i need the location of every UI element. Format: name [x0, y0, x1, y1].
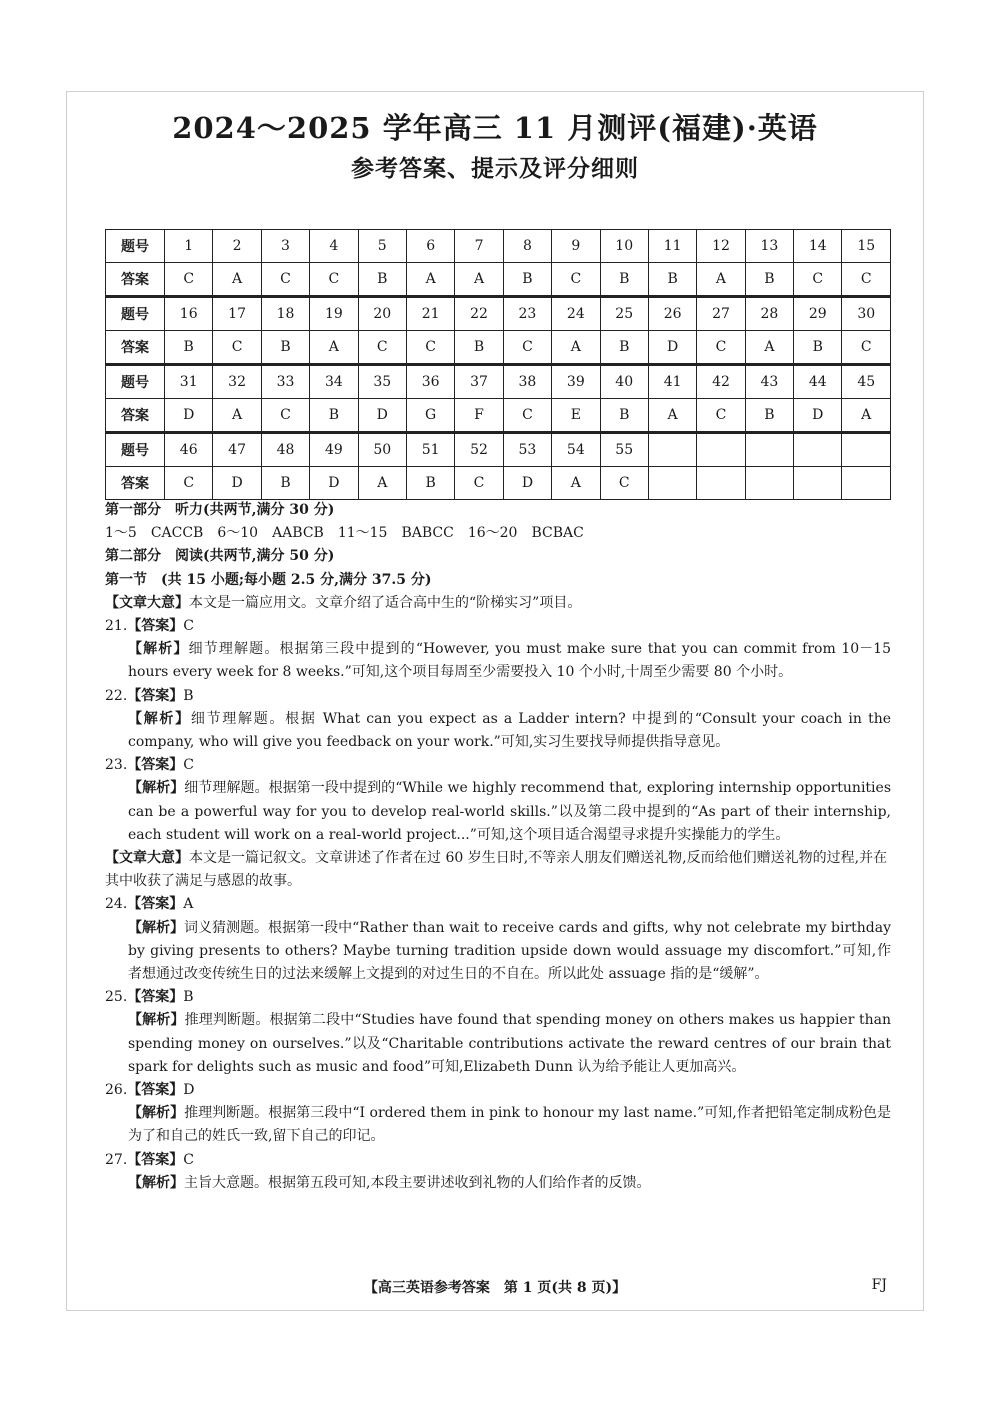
explanation-label: 【解析】 [128, 1174, 184, 1191]
answer-cell: B [794, 331, 842, 365]
page-footer: 【高三英语参考答案 第 1 页(共 8 页)】 [363, 1280, 627, 1296]
q23-explanation [105, 777, 891, 847]
question-number-cell: 35 [358, 365, 406, 399]
question-number: 22. [105, 687, 128, 704]
explanation-text: 主旨大意题。根据第五段可知,本段主要讲述收到礼物的人们给作者的反馈。 [184, 1174, 651, 1191]
passage-a-summary [105, 592, 891, 615]
part1-title: 第一部分 听力(共两节,满分 30 分) [105, 502, 335, 518]
question-number-cell: 37 [455, 365, 503, 399]
question-number-cell: 27 [697, 297, 745, 331]
question-number-cell: 6 [406, 230, 454, 263]
explanation-label: 【解析】 [128, 1105, 185, 1122]
answer-cell: A [552, 467, 600, 500]
explanation-label: 【解析】 [128, 919, 185, 936]
question-number-cell: 48 [261, 433, 309, 467]
answer-value: C [183, 1151, 194, 1168]
question-number-cell: 32 [213, 365, 261, 399]
q24-explanation [105, 917, 891, 987]
row-label-answer: 答案 [106, 263, 165, 297]
question-number-cell: 40 [600, 365, 648, 399]
passage-b-summary [105, 847, 891, 893]
question-number-cell: 33 [261, 365, 309, 399]
answer-cell [842, 467, 891, 500]
answer-cell: B [406, 467, 454, 500]
question-number-cell: 4 [310, 230, 358, 263]
answer-cell: A [406, 263, 454, 297]
answer-cell: A [455, 263, 503, 297]
question-number-cell: 47 [213, 433, 261, 467]
answer-cell: B [745, 399, 793, 433]
question-number: 27. [105, 1151, 128, 1168]
row-label-question: 题号 [106, 433, 165, 467]
answer-cell: C [697, 399, 745, 433]
answer-cell: B [261, 467, 309, 500]
answer-cell: B [261, 331, 309, 365]
q26-explanation [105, 1102, 891, 1148]
answer-cell: A [697, 263, 745, 297]
question-number-cell [745, 433, 793, 467]
question-number-cell [697, 433, 745, 467]
question-number: 23. [105, 757, 128, 774]
explanation-text: 细节理解题。根据第三段中提到的“However, you must make sure that you can commit from 10－15 hours every week for 8 weeks.”可知,这个项目每周至少需要投入 10 个小时,十周至少需要 80 个小时。 [128, 641, 891, 681]
question-number-cell: 46 [165, 433, 213, 467]
explanation-label: 【解析】 [128, 710, 191, 727]
part2-title: 第二部分 阅读(共两节,满分 50 分) [105, 548, 335, 565]
answer-cell: D [213, 467, 261, 500]
question-number: 26. [105, 1082, 128, 1099]
question-number-row [106, 365, 891, 399]
answer-cell: A [310, 331, 358, 365]
question-number: 25. [105, 989, 128, 1006]
question-number-cell: 26 [648, 297, 696, 331]
question-number-row [106, 230, 891, 263]
question-number-cell: 11 [648, 230, 696, 263]
question-number-cell: 50 [358, 433, 406, 467]
question-number-cell: 10 [600, 230, 648, 263]
q27-answer [105, 1149, 891, 1172]
part1-answers: 1～5 CACCB 6～10 AABCB 11～15 BABCC 16～20 BCBAC [105, 525, 584, 542]
question-number-cell: 14 [794, 230, 842, 263]
answer-cell: A [745, 331, 793, 365]
question-number-cell: 52 [455, 433, 503, 467]
question-number-cell: 18 [261, 297, 309, 331]
q25-explanation [105, 1009, 891, 1079]
answer-value: A [183, 896, 194, 913]
page-title: 2024～2025 学年高三 11 月测评(福建)·英语 [172, 111, 818, 145]
q22-answer [105, 685, 891, 708]
answer-cell: C [406, 331, 454, 365]
answer-cell: A [358, 467, 406, 500]
question-number-cell: 15 [842, 230, 891, 263]
answer-cell: B [165, 331, 213, 365]
question-number-cell: 1 [165, 230, 213, 263]
answer-value: B [183, 989, 194, 1006]
answer-cell: E [552, 399, 600, 433]
row-label-answer: 答案 [106, 399, 165, 433]
question-number-cell: 45 [842, 365, 891, 399]
q27-explanation [105, 1172, 891, 1195]
row-label-question: 题号 [106, 297, 165, 331]
answer-label: 【答案】 [127, 687, 184, 704]
row-label-question: 题号 [106, 230, 165, 263]
answer-cell: B [600, 399, 648, 433]
question-number-cell: 42 [697, 365, 745, 399]
answer-cell: A [213, 263, 261, 297]
answer-cell: C [842, 331, 891, 365]
answer-label: 【答案】 [127, 989, 184, 1006]
question-number-cell: 25 [600, 297, 648, 331]
question-number-cell: 21 [406, 297, 454, 331]
answer-cell: C [358, 331, 406, 365]
answer-cell: F [455, 399, 503, 433]
answer-value: B [183, 687, 194, 704]
question-number-row [106, 297, 891, 331]
question-number-cell: 53 [503, 433, 551, 467]
answer-row [106, 263, 891, 297]
question-number-cell: 31 [165, 365, 213, 399]
answer-cell: B [600, 331, 648, 365]
question-number-cell: 9 [552, 230, 600, 263]
answer-cell: C [552, 263, 600, 297]
question-number-cell: 20 [358, 297, 406, 331]
answer-sheet-page [66, 91, 924, 1311]
answer-cell: D [310, 467, 358, 500]
question-number: 21. [105, 618, 128, 635]
question-number-cell: 51 [406, 433, 454, 467]
explanation-label: 【解析】 [128, 641, 189, 658]
q26-answer [105, 1079, 891, 1102]
answer-row [106, 331, 891, 365]
answer-cell: C [794, 263, 842, 297]
answer-cell: C [842, 263, 891, 297]
answer-cell: A [552, 331, 600, 365]
answer-value: D [183, 1082, 195, 1099]
question-number-cell: 13 [745, 230, 793, 263]
answer-cell: C [600, 467, 648, 500]
question-number-row [106, 433, 891, 467]
explanation-text: 推理判断题。根据第三段中“I ordered them in pink to honour my last name.”可知,作者把铅笔定制成粉色是为了和自己的姓氏一致,留下自己的印记。 [128, 1105, 892, 1145]
question-number-cell: 16 [165, 297, 213, 331]
answer-cell: B [503, 263, 551, 297]
question-number-cell: 43 [745, 365, 793, 399]
answer-row [106, 399, 891, 433]
question-number-cell: 49 [310, 433, 358, 467]
answer-cell: C [455, 467, 503, 500]
answer-cell: B [455, 331, 503, 365]
q23-answer [105, 754, 891, 777]
question-number-cell [648, 433, 696, 467]
answer-cell: C [310, 263, 358, 297]
answer-cell [794, 467, 842, 500]
answer-value: C [183, 757, 194, 774]
answer-cell: G [406, 399, 454, 433]
answer-cell: C [213, 331, 261, 365]
answer-cell: C [165, 263, 213, 297]
summary-text: 本文是一篇应用文。文章介绍了适合高中生的“阶梯实习”项目。 [189, 594, 582, 611]
answer-cell [697, 467, 745, 500]
row-label-answer: 答案 [106, 467, 165, 500]
question-number-cell: 30 [842, 297, 891, 331]
question-number-cell: 34 [310, 365, 358, 399]
question-number-cell: 7 [455, 230, 503, 263]
question-number-cell: 23 [503, 297, 551, 331]
answer-cell: D [165, 399, 213, 433]
question-number-cell: 28 [745, 297, 793, 331]
question-number: 24. [105, 896, 128, 913]
answer-cell: C [165, 467, 213, 500]
question-number-cell: 54 [552, 433, 600, 467]
answer-cell: B [600, 263, 648, 297]
answer-cell: C [503, 399, 551, 433]
explanation-text: 词义猜测题。根据第一段中“Rather than wait to receive cards and gifts, why not celebrate my birthday by giving presents to others? Maybe turning tradition upside down would assuage my discomfort.”可知,作者想通过改变传统生日的过法来缓解上文提到的对过生日的不自在。所以此处 assuage 指的是“缓解”。 [128, 919, 892, 983]
summary-text: 本文是一篇记叙文。文章讲述了作者在过 60 岁生日时,不等亲人朋友们赠送礼物,反而给他们赠送礼物的过程,并在其中收获了满足与感恩的故事。 [105, 850, 888, 890]
answer-cell: B [745, 263, 793, 297]
question-number-cell [794, 433, 842, 467]
question-number-cell: 19 [310, 297, 358, 331]
summary-label: 【文章大意】 [105, 850, 189, 867]
answer-cell [745, 467, 793, 500]
row-label-question: 题号 [106, 365, 165, 399]
answer-label: 【答案】 [127, 1151, 184, 1168]
answer-cell: C [503, 331, 551, 365]
answer-cell: D [648, 331, 696, 365]
answer-cell: D [503, 467, 551, 500]
question-number-cell: 39 [552, 365, 600, 399]
question-number-cell: 55 [600, 433, 648, 467]
question-number-cell: 38 [503, 365, 551, 399]
answer-cell: B [648, 263, 696, 297]
question-number-cell [842, 433, 891, 467]
q22-explanation [105, 708, 891, 754]
answer-cell: A [648, 399, 696, 433]
q24-answer [105, 893, 891, 916]
answer-cell: D [794, 399, 842, 433]
question-number-cell: 12 [697, 230, 745, 263]
answer-cell: B [310, 399, 358, 433]
answer-cell: C [261, 399, 309, 433]
summary-label: 【文章大意】 [105, 594, 189, 611]
page-subtitle: 参考答案、提示及评分细则 [351, 155, 639, 182]
question-number-cell: 29 [794, 297, 842, 331]
answer-label: 【答案】 [127, 757, 184, 774]
q25-answer [105, 986, 891, 1009]
explanation-text: 细节理解题。根据 What can you expect as a Ladder intern? 中提到的“Consult your coach in the company, who will give you feedback on your work.”可知,实习生要找导师提供指导意见。 [128, 710, 891, 751]
answer-cell: C [261, 263, 309, 297]
answer-table [105, 229, 891, 500]
explanation-text: 细节理解题。根据第一段中提到的“While we highly recommend that, exploring internship opportunities can be a powerful way for you to develop real-world skills.”以及第二段中提到的“As part of their internship, each student will work on a real-world project...”可知,这个项目适合渴望寻求提升实操能力的学生。 [128, 780, 891, 843]
answer-label: 【答案】 [127, 1082, 184, 1099]
explanation-label: 【解析】 [128, 780, 185, 797]
answer-cell: B [358, 263, 406, 297]
answer-row [106, 467, 891, 500]
question-number-cell: 2 [213, 230, 261, 263]
answer-value: C [183, 618, 194, 635]
explanations [105, 499, 891, 1195]
section1-title: 第一节 (共 15 小题;每小题 2.5 分,满分 37.5 分) [105, 571, 432, 588]
question-number-cell: 17 [213, 297, 261, 331]
answer-cell: C [697, 331, 745, 365]
answer-label: 【答案】 [127, 896, 184, 913]
row-label-answer: 答案 [106, 331, 165, 365]
region-code: FJ [871, 1277, 887, 1293]
question-number-cell: 44 [794, 365, 842, 399]
answer-label: 【答案】 [127, 618, 184, 635]
question-number-cell: 36 [406, 365, 454, 399]
question-number-cell: 3 [261, 230, 309, 263]
answer-cell: A [213, 399, 261, 433]
q21-explanation [105, 638, 891, 684]
q21-answer [105, 615, 891, 638]
question-number-cell: 22 [455, 297, 503, 331]
answer-cell: D [358, 399, 406, 433]
explanation-text: 推理判断题。根据第二段中“Studies have found that spending money on others makes us happier than spending money on ourselves.”以及“Charitable contributions activate the reward centres of our brain that spark for delights such as music and food”可知,Elizabeth Dunn 认为给予能让人更加高兴。 [128, 1012, 892, 1075]
question-number-cell: 24 [552, 297, 600, 331]
question-number-cell: 41 [648, 365, 696, 399]
question-number-cell: 5 [358, 230, 406, 263]
question-number-cell: 8 [503, 230, 551, 263]
answer-cell [648, 467, 696, 500]
answer-cell: A [842, 399, 891, 433]
explanation-label: 【解析】 [128, 1012, 185, 1029]
